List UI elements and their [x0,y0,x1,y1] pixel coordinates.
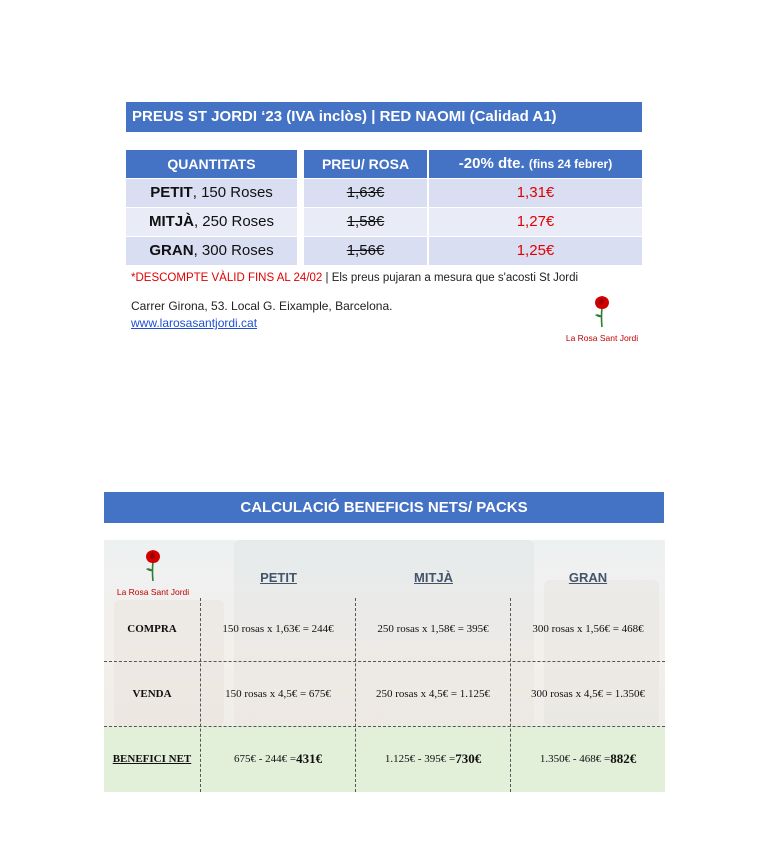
table-row [126,237,642,266]
discount-note [131,272,578,284]
compra-mitja: 250 rosas x 1,58€ = 395€ [377,623,489,635]
row-size: GRAN [149,242,194,259]
header-quantity: QUANTITATS [126,150,297,178]
row-old-price: 1,63€ [304,179,427,207]
benefici-petit-total: 431€ [296,751,323,766]
benefici-gran-total: 882€ [610,751,637,766]
benefici-mitja-total: 730€ [455,751,482,766]
table-row [126,179,642,208]
column-gran: GRAN [568,569,608,585]
row-size: PETIT [150,184,193,201]
column-mitja: MITJÀ [414,569,453,585]
venda-gran: 300 rosas x 4,5€ = 1.350€ [530,688,646,700]
row-roses: , 150 Roses [192,184,273,201]
row-old-price: 1,56€ [304,237,427,265]
benefici-petit-formula: 675€ - 244€ = [233,753,297,765]
grid-line [104,661,665,662]
row-quantity [126,208,297,236]
row-old-price: 1,58€ [304,208,427,236]
packs-logo-caption: La Rosa Sant Jordi [116,587,190,597]
header-discount-note: (fins 24 febrer) [528,157,613,171]
rose-logo-icon [591,294,613,328]
venda-petit: 150 rosas x 4,5€ = 675€ [225,688,331,700]
grid-line [104,726,665,727]
benefici-petit [201,742,355,776]
packs-table [104,540,665,792]
discount-note-rest: | Els preus pujaran a mesura que s'acosti St Jordi [322,272,579,284]
brand-logo [560,294,644,343]
row-new-price: 1,31€ [429,179,642,207]
row-new-price: 1,25€ [429,237,642,265]
logo-caption: La Rosa Sant Jordi [565,333,639,343]
rose-logo-icon [142,548,164,582]
column-petit: PETIT [260,569,297,585]
benefici-gran [511,742,665,776]
row-roses: , 250 Roses [193,213,275,230]
benefici-gran-formula: 1.350€ - 468€ = [539,753,611,765]
venda-mitja: 250 rosas x 4,5€ = 1.125€ [375,688,491,700]
benefici-mitja [356,742,510,776]
benefici-mitja-formula: 1.125€ - 395€ = [384,753,456,765]
packs-brand-logo [104,548,202,597]
row-quantity [126,237,297,265]
row-quantity [126,179,297,207]
row-new-price: 1,27€ [429,208,642,236]
discount-note-red: *DESCOMPTE VÀLID FINS AL 24/02 [131,272,323,284]
packs-table-title: CALCULACIÓ BENEFICIS NETS/ PACKS [104,492,664,523]
header-discount-label: -20% dte. [458,155,525,172]
website-link[interactable]: www.larosasantjordi.cat [131,316,258,330]
row-label-benefici: BENEFICI NET [112,753,192,765]
price-table-header [126,150,642,179]
compra-gran: 300 rosas x 1,56€ = 468€ [532,623,644,635]
header-discount [429,150,642,178]
row-label-compra: COMPRA [127,623,177,635]
shop-address: Carrer Girona, 53. Local G. Eixample, Barcelona. [131,299,393,313]
row-roses: , 300 Roses [193,242,274,259]
row-label-venda: VENDA [132,688,172,700]
row-size: MITJÀ [148,213,194,230]
price-table-title: PREUS ST JORDI ‘23 (IVA inclòs) | RED NAOMI (Calidad A1) [126,102,642,132]
table-row [126,208,642,237]
compra-petit: 150 rosas x 1,63€ = 244€ [222,623,334,635]
header-price: PREU/ ROSA [304,150,427,178]
price-table [126,150,642,266]
